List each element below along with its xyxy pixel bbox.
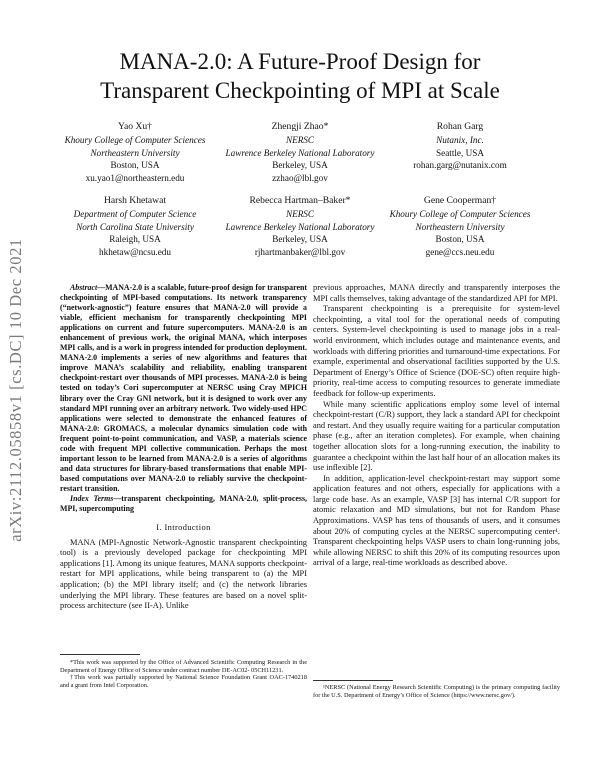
paper-title-line1: MANA-2.0: A Future-Proof Design for <box>119 49 481 74</box>
right-footnotes <box>313 684 560 699</box>
footnote: ¹NERSC (National Energy Research Scientific Computing) is the primary computing facility for the U.S. Department of Energy’s Office of Science (https://www.nersc.gov/). <box>313 684 560 699</box>
footnote: †This work was partially supported by National Science Foundation Grant OAC-1740218 and a grant from Intel Corporation. <box>60 674 307 690</box>
author-affiliation: NERSC <box>285 208 315 219</box>
author-name: Harsh Khetawat <box>103 195 167 206</box>
index-terms-label: Index Terms <box>70 493 114 503</box>
left-footnotes <box>60 659 307 690</box>
author-block <box>365 195 555 259</box>
author-email: rohan.garg@nutanix.com <box>413 160 507 171</box>
arxiv-identifier: arXiv:2112.05858v1 [cs.DC] 10 Dec 2021 <box>6 238 25 542</box>
author-email: xu.yao1@northeastern.edu <box>85 173 185 184</box>
author-location: Berkeley, USA <box>272 160 328 171</box>
author-affiliation: Khoury College of Computer Sciences <box>64 134 206 145</box>
author-name: Gene Cooperman† <box>423 195 497 206</box>
abstract-label: Abstract <box>70 283 98 292</box>
author-org: Northeastern University <box>90 147 180 158</box>
author-name: Rebecca Hartman–Baker* <box>249 195 351 206</box>
author-block <box>40 195 230 259</box>
paper-title-line2: Transparent Checkpointing of MPI at Scale <box>100 78 500 103</box>
section-heading: I. Introduction <box>156 523 211 533</box>
author-location: Raleigh, USA <box>109 234 161 245</box>
left-column <box>60 283 307 612</box>
footnote: *This work was supported by the Office of Advanced Scientific Computing Research in the Department of Energy Office of Science under contract number DE-AC02- 05CH11231. <box>60 659 307 674</box>
author-block <box>40 121 230 185</box>
author-email: zzhao@lbl.gov <box>272 173 328 184</box>
author-email: gene@ccs.neu.edu <box>425 247 495 258</box>
index-terms-text: —transparent checkpointing, MANA-2.0, split-process, MPI, supercomputing <box>60 493 307 514</box>
author-block <box>365 121 555 172</box>
author-affiliation: Nutanix, Inc. <box>436 134 484 145</box>
right-column <box>313 283 560 569</box>
abstract <box>60 283 307 494</box>
author-name: Zhengji Zhao* <box>271 121 329 132</box>
intro-paragraph: MANA (MPI-Agnostic Network-Agnostic transparent checkpointing tool) is a previously developed package for checkpointing MPI applications [1]. Among its unique features, MANA supports checkpoint-restart for MPI applications, while being transparent to (a) the MPI application; (b) the MPI library itself; and (c) the network libraries underlying the MPI library. These features are based on a novel split-process architecture (see II-A). Unlike <box>60 537 307 611</box>
index-terms <box>60 494 307 514</box>
author-email: hkhetaw@ncsu.edu <box>99 247 171 258</box>
author-location: Berkeley, USA <box>272 234 328 245</box>
author-org: Lawrence Berkeley National Laboratory <box>225 147 375 158</box>
author-location: Seattle, USA <box>436 147 484 158</box>
paragraph: previous approaches, MANA directly and transparently interposes the MPI calls themselves, taking advantage of the standardized API for MPI. <box>313 283 560 303</box>
author-org: North Carolina State University <box>76 221 194 232</box>
author-affiliation: Khoury College of Computer Sciences <box>389 208 531 219</box>
footnote-rule <box>60 654 140 655</box>
author-location: Boston, USA <box>435 234 485 245</box>
author-affiliation: Department of Computer Science <box>73 208 197 219</box>
abstract-text: —MANA-2.0 is a scalable, future-proof design for transparent checkpointing of MPI-based computations. Its network transparency (“network-agnostic”) feature ensures that MANA-2.0 will provide a viable, efficient mechanism for transparently checkpointing MPI applications on current and future supercomputers. MANA-2.0 is an enhancement of previous work, the original MANA, which interposes MPI calls, and is a work in progress intended for production deployment. MANA-2.0 implements a series of new algorithms and features that improve MANA’s scalability and reliability, enabling transparent checkpoint-restart over thousands of MPI processes. MANA-2.0 is being tested on today’s Cori supercomputer at NERSC using Cray MPICH library over the Cray GNI network, but it is designed to work over any standard MPI running over an arbitrary network. Two widely-used HPC applications were selected to demonstrate the enhanced features of MANA-2.0: GROMACS, a molecular dynamics simulation code with frequent point-to-point communication, and VASP, a materials science code with frequent MPI collective communication. Perhaps the most important lesson to be learned from MANA-2.0 is a series of algorithms and data structures for library-based transformations that enable MPI-based computations over MANA-2.0 to reliably survive the checkpoint-restart transition. <box>60 283 307 493</box>
author-email: rjhartmanbaker@lbl.gov <box>254 247 346 258</box>
author-name: Yao Xu† <box>118 121 152 132</box>
footnote-rule <box>313 680 393 681</box>
author-org: Northeastern University <box>415 221 505 232</box>
author-location: Boston, USA <box>110 160 160 171</box>
paragraph: Transparent checkpointing is a prerequisite for system-level checkpointing, a vital tool for the operational needs of computing centers. System-level checkpointing is used to manage jobs in a real-world environment, which includes outage and maintenance events, and workloads with differing priorities and turnaround-time expectations. For example, experimental and observational facilities supported by the U.S. Department of Energy’s Office of Science (DOE-SC) often require high-priority, real-time access to computing resources to generate immediate feedback for follow-up experiments. <box>313 304 560 398</box>
author-affiliation: NERSC <box>285 134 315 145</box>
paragraph: While many scientific applications employ some level of internal checkpoint-restart (C/R) support, they lack a standard API for checkpoint and restart. And they usually require waiting for a particular computation phase (e.g., after an iteration completes). For example, when chaining together allocation slots for a long-running execution, the inability to guarantee a checkpoint within the last half hour of an allocation makes its use inflexible [2]. <box>313 399 560 473</box>
paragraph: In addition, application-level checkpoint-restart may support some application features and not others, especially for applications with a large code base. As an example, VASP [3] has internal C/R support for atomic relaxation and MD simulations, but not for Random Phase Approximations. VASP has tens of thousands of users, and it consumes about 20% of computing cycles at the NERSC supercomputing center¹. Transparent checkpointing helps VASP users to chain long-running jobs, while allowing NERSC to shift this 20% of its computing resources upon arrival of a large, real-time workloads as described above. <box>313 473 560 568</box>
author-name: Rohan Garg <box>436 121 484 132</box>
author-org: Lawrence Berkeley National Laboratory <box>225 221 375 232</box>
